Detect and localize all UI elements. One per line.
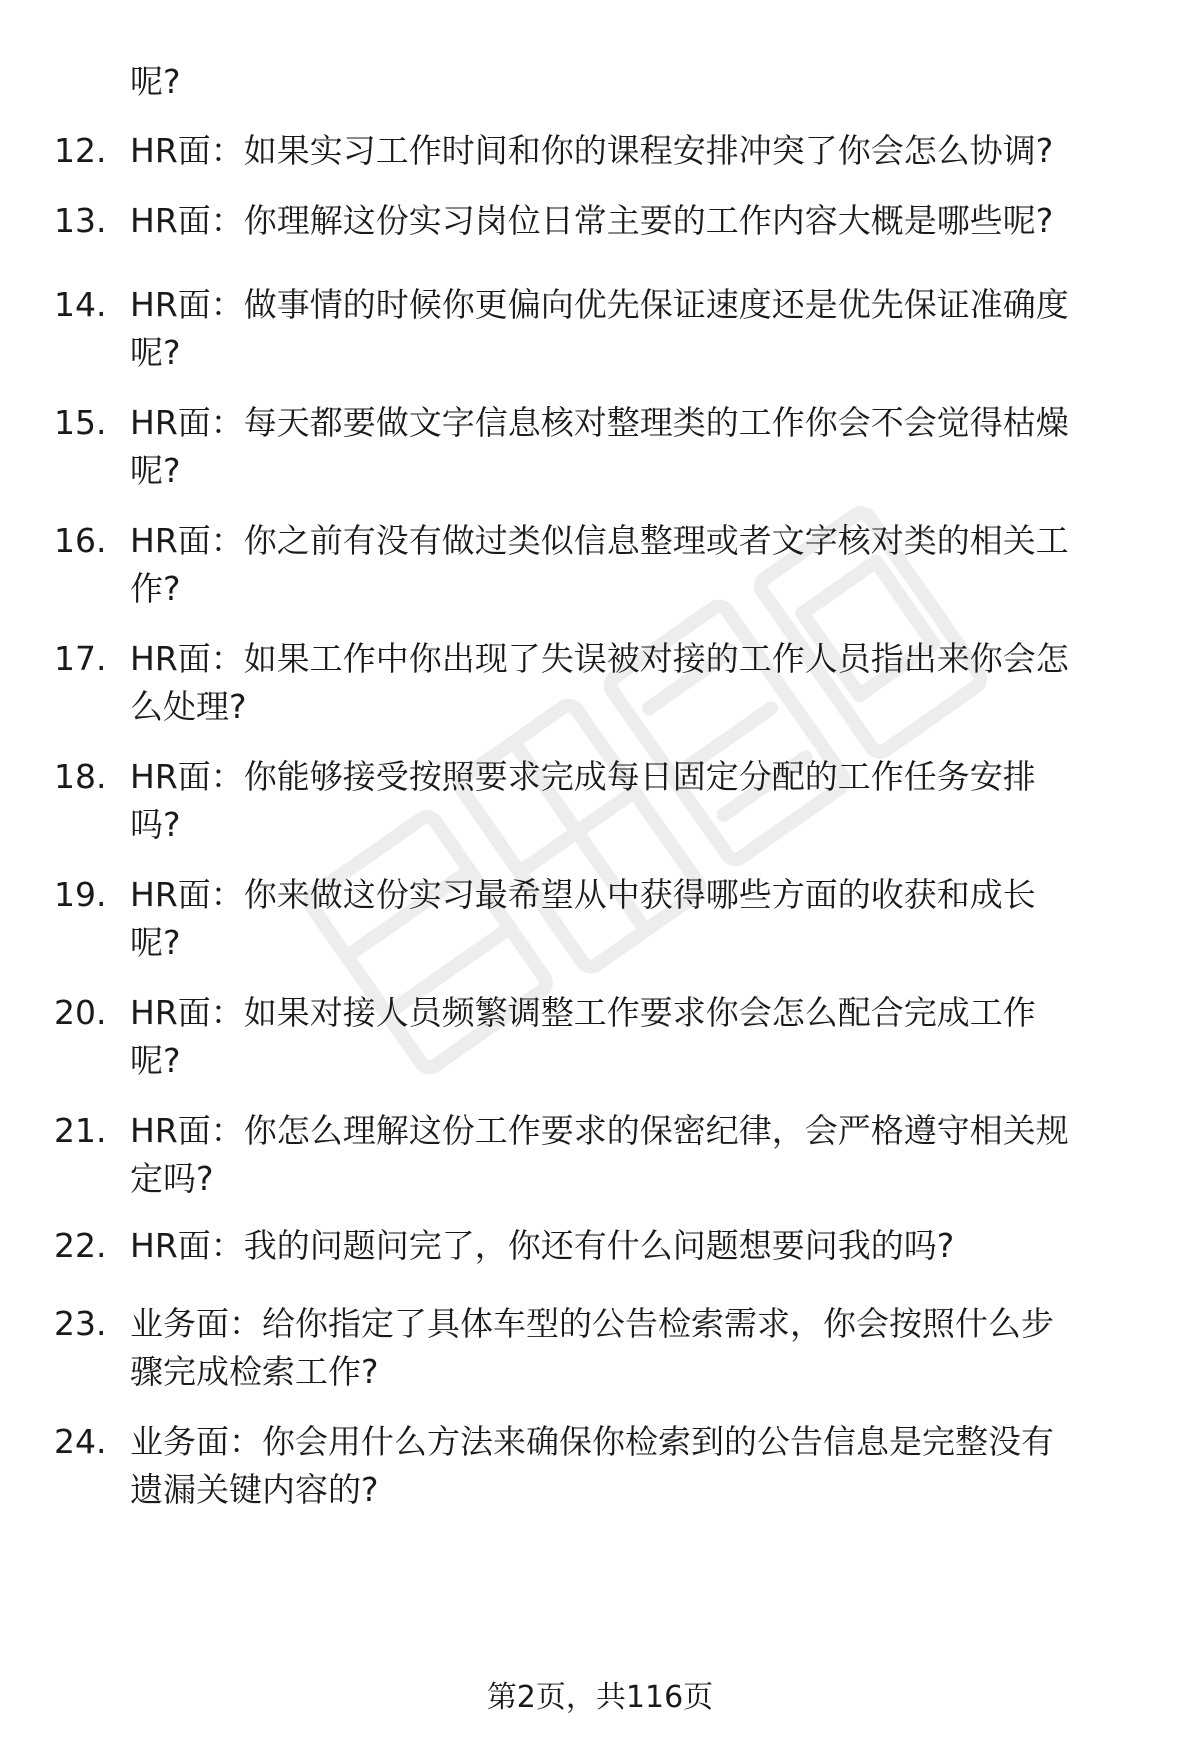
list-item-line: 作? [130, 569, 181, 608]
list-item-number: 19. [54, 875, 107, 914]
list-item-text [130, 1222, 1160, 1270]
list-item-text [130, 281, 1160, 377]
list-item-number: 21. [54, 1111, 107, 1150]
continuation-text: 呢? [130, 62, 181, 101]
list-item-line: HR面：如果工作中你出现了失误被对接的工作人员指出来你会怎 [130, 639, 1069, 678]
list-item-text [130, 753, 1160, 849]
list-item-line: HR面：每天都要做文字信息核对整理类的工作你会不会觉得枯燥 [130, 403, 1069, 442]
list-item-text [130, 127, 1160, 175]
list-item-line: 遗漏关键内容的? [130, 1470, 379, 1509]
list-item-text [130, 1300, 1160, 1396]
list-item-line: 呢? [130, 1041, 181, 1080]
list-item-line: 定吗? [130, 1159, 214, 1198]
list-item-line: HR面：你理解这份实习岗位日常主要的工作内容大概是哪些呢? [130, 201, 1054, 240]
list-item-text [130, 871, 1160, 967]
list-item-line: HR面：你怎么理解这份工作要求的保密纪律，会严格遵守相关规 [130, 1111, 1069, 1150]
list-item-line: 业务面：给你指定了具体车型的公告检索需求，你会按照什么步 [130, 1304, 1054, 1343]
list-item-number: 12. [54, 131, 107, 170]
list-item-line: HR面：做事情的时候你更偏向优先保证速度还是优先保证准确度 [130, 285, 1069, 324]
list-item-number: 22. [54, 1226, 107, 1265]
list-item-text [130, 1418, 1160, 1514]
list-item-number: 18. [54, 757, 107, 796]
list-item-line: 么处理? [130, 687, 247, 726]
list-item-line: HR面：如果实习工作时间和你的课程安排冲突了你会怎么协调? [130, 131, 1054, 170]
list-item-line: 呢? [130, 923, 181, 962]
list-item-line: 呢? [130, 333, 181, 372]
list-item-line: 骤完成检索工作? [130, 1352, 379, 1391]
list-item-line: HR面：你能够接受按照要求完成每日固定分配的工作任务安排 [130, 757, 1036, 796]
list-item-line: 呢? [130, 451, 181, 490]
list-item-line: HR面：你之前有没有做过类似信息整理或者文字核对类的相关工 [130, 521, 1069, 560]
list-item-text [130, 399, 1160, 495]
list-item-text [130, 517, 1160, 613]
list-item-number: 17. [54, 639, 107, 678]
list-item-text [130, 197, 1160, 245]
list-item-text [130, 989, 1160, 1085]
list-item-text [130, 635, 1160, 731]
list-item-number: 20. [54, 993, 107, 1032]
list-item-number: 13. [54, 201, 107, 240]
list-item-number: 23. [54, 1304, 107, 1343]
list-item-line: HR面：你来做这份实习最希望从中获得哪些方面的收获和成长 [130, 875, 1036, 914]
list-item-line: 吗? [130, 805, 181, 844]
list-item-line: HR面：如果对接人员频繁调整工作要求你会怎么配合完成工作 [130, 993, 1036, 1032]
list-item-line: HR面：我的问题问完了，你还有什么问题想要问我的吗? [130, 1226, 955, 1265]
list-item-number: 15. [54, 403, 107, 442]
list-item-text [130, 1107, 1160, 1203]
list-item-number: 24. [54, 1422, 107, 1461]
page-footer: 第2页，共116页 [486, 1680, 714, 1715]
list-item-line: 业务面：你会用什么方法来确保你检索到的公告信息是完整没有 [130, 1422, 1054, 1461]
list-item-number: 16. [54, 521, 107, 560]
list-item-number: 14. [54, 285, 107, 324]
